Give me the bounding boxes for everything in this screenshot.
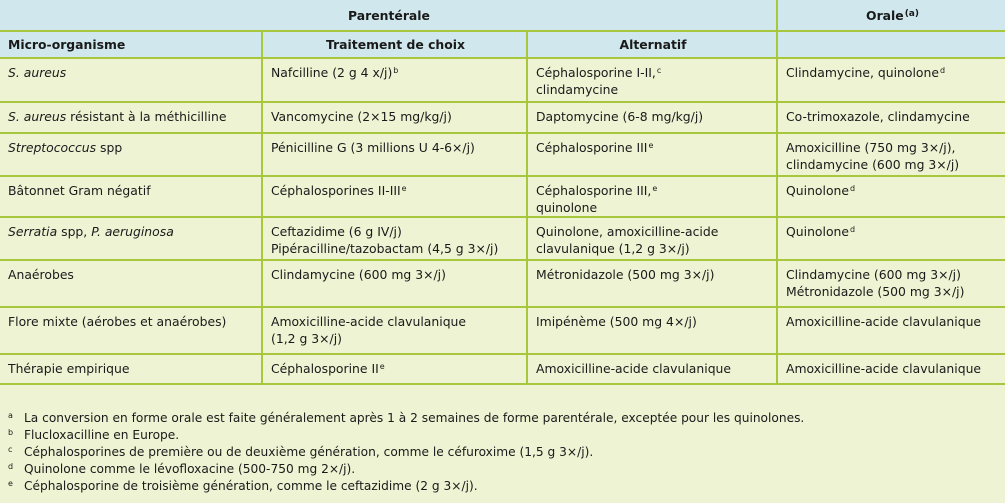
cell-text: Amoxicilline (750 mg 3×/j), [786, 140, 956, 155]
column-header-traitement: Traitement de choix [262, 31, 527, 58]
footnote-text: Quinolone comme le lévofloxacine (500-750 mg 2×/j). [24, 462, 356, 476]
cell-orale [777, 307, 1005, 354]
micro-suffix: résistant à la méthicilline [66, 109, 227, 124]
cell-orale [777, 354, 1005, 384]
cell-line [786, 266, 999, 283]
cell-alternatif [527, 307, 777, 354]
cell-text: Amoxicilline-acide clavulanique [786, 361, 982, 376]
cell-text: Clindamycine (600 mg 3×/j) [271, 267, 446, 282]
table-row [0, 354, 1005, 384]
cell-line [271, 360, 520, 377]
cell-line [536, 266, 770, 283]
cell-line [271, 266, 520, 283]
footnote-ref: b [393, 66, 399, 75]
cell-text: clindamycine (600 mg 3×/j) [786, 157, 960, 172]
micro-italic-2: P. aeruginosa [91, 224, 174, 239]
column-header-micro: Micro-organisme [0, 31, 262, 58]
footnote-text: Céphalosporines de première ou de deuxième génération, comme le céfuroxime (1,5 g 3×/j). [24, 445, 594, 459]
cell-micro [0, 133, 262, 176]
footnote-ref: e [648, 141, 654, 150]
footnote-line: b Flucloxacilline en Europe. [8, 428, 180, 442]
cell-alternatif [527, 260, 777, 307]
cell-micro [0, 307, 262, 354]
cell-orale [777, 217, 1005, 260]
cell-text: Quinolone [786, 224, 849, 239]
table-row [0, 260, 1005, 307]
cell-orale [777, 58, 1005, 102]
cell-text: Céphalosporine III [536, 140, 648, 155]
cell-text: Céphalosporines II-III [271, 183, 401, 198]
cell-text: (1,2 g 3×/j) [271, 331, 342, 346]
cell-text: Quinolone [786, 183, 849, 198]
cell-text: Pénicilline G (3 millions U 4-6×/j) [271, 140, 475, 155]
micro-suffix: spp, [57, 224, 92, 239]
table-row [0, 102, 1005, 133]
cell-line [786, 313, 999, 330]
cell-line [536, 240, 770, 257]
footnotes [0, 404, 1005, 503]
cell-alternatif [527, 217, 777, 260]
cell-text: quinolone [536, 200, 598, 215]
cell-orale [777, 133, 1005, 176]
super-header-parenterale: Parentérale [0, 0, 777, 31]
cell-text: Métronidazole (500 mg 3×/j) [786, 284, 965, 299]
cell-text: Amoxicilline-acide clavulanique [786, 314, 982, 329]
footnote-line: c Céphalosporines de première ou de deuxième génération, comme le céfuroxime (1,5 g 3×/j). [8, 445, 594, 459]
table-body [0, 58, 1005, 384]
footnote-ref: e [652, 184, 658, 193]
micro-italic: S. aureus [8, 109, 67, 124]
cell-micro [0, 58, 262, 102]
cell-line [271, 330, 520, 347]
orale-label: Orale [866, 7, 904, 23]
cell-text: Nafcilline (2 g 4 x/j) [271, 65, 393, 80]
cell-text: Pipéracilline/tazobactam (4,5 g 3×/j) [271, 241, 499, 256]
cell-line [786, 360, 999, 377]
cell-traitement [262, 102, 527, 133]
cell-line [786, 156, 999, 173]
cell-line [536, 223, 770, 240]
cell-line [271, 240, 520, 257]
cell-line [536, 360, 770, 377]
column-header-orale [777, 31, 1005, 58]
footnote-ref: c [656, 66, 662, 75]
micro-suffix: Thérapie empirique [8, 361, 130, 376]
cell-micro [0, 102, 262, 133]
cell-text: clindamycine [536, 82, 619, 97]
column-header-row [0, 31, 1005, 58]
super-header-row [0, 0, 1005, 31]
footnote-text: Céphalosporine de troisième génération, comme le ceftazidime (2 g 3×/j). [24, 479, 478, 493]
cell-line [786, 223, 999, 240]
footnote-line: d Quinolone comme le lévofloxacine (500-750 mg 2×/j). [8, 462, 356, 476]
cell-line [786, 182, 999, 199]
cell-line [271, 313, 520, 330]
footnote-ref: e [379, 362, 385, 371]
cell-alternatif [527, 102, 777, 133]
cell-line [271, 182, 520, 199]
table-row [0, 133, 1005, 176]
cell-line [271, 139, 520, 156]
micro-suffix: Anaérobes [8, 267, 74, 282]
footnote-text: Flucloxacilline en Europe. [24, 428, 180, 442]
cell-traitement [262, 58, 527, 102]
cell-alternatif [527, 176, 777, 217]
cell-alternatif [527, 133, 777, 176]
table-row [0, 217, 1005, 260]
cell-text: Vancomycine (2×15 mg/kg/j) [271, 109, 452, 124]
footnote-ref: e [401, 184, 407, 193]
super-header-orale [777, 0, 1005, 31]
micro-suffix: Flore mixte (aérobes et anaérobes) [8, 314, 227, 329]
cell-line [536, 313, 770, 330]
cell-alternatif [527, 58, 777, 102]
cell-traitement [262, 176, 527, 217]
micro-italic: S. aureus [8, 65, 67, 80]
cell-line [536, 200, 597, 215]
cell-traitement [262, 133, 527, 176]
cell-line [786, 283, 999, 300]
cell-line [786, 64, 999, 81]
cell-traitement [262, 354, 527, 384]
cell-text: Daptomycine (6-8 mg/kg/j) [536, 109, 704, 124]
cell-line [536, 108, 770, 125]
table-row [0, 307, 1005, 354]
cell-line [786, 108, 999, 125]
cell-line [536, 64, 770, 81]
cell-text: Amoxicilline-acide clavulanique [271, 314, 467, 329]
table-row [0, 176, 1005, 217]
footnote-ref: d [850, 184, 856, 193]
cell-micro [0, 217, 262, 260]
footnote-line: a La conversion en forme orale est faite généralement après 1 à 2 semaines de forme parentérale, exceptée pour les quinolones. [8, 411, 805, 425]
cell-orale [777, 176, 1005, 217]
footnote-line: e Céphalosporine de troisième génération, comme le ceftazidime (2 g 3×/j). [8, 479, 478, 493]
cell-traitement [262, 260, 527, 307]
cell-text: Ceftazidime (6 g IV/j) [271, 224, 402, 239]
cell-line [271, 223, 520, 240]
column-header-alternatif: Alternatif [527, 31, 777, 58]
footnote-ref: d [939, 66, 946, 75]
cell-line [271, 108, 520, 125]
cell-text: Clindamycine (600 mg 3×/j) [786, 267, 961, 282]
cell-traitement [262, 217, 527, 260]
cell-orale [777, 102, 1005, 133]
cell-micro [0, 354, 262, 384]
cell-text: Céphalosporine II [271, 361, 379, 376]
micro-italic: Serratia [8, 224, 58, 239]
micro-italic: Streptococcus [8, 140, 97, 155]
cell-text: Métronidazole (500 mg 3×/j) [536, 267, 715, 282]
cell-text: Quinolone, amoxicilline-acide [536, 224, 719, 239]
table-row [0, 58, 1005, 102]
cell-line [536, 139, 770, 156]
cell-traitement [262, 307, 527, 354]
micro-suffix: spp [96, 140, 123, 155]
cell-line [786, 139, 999, 156]
cell-micro [0, 260, 262, 307]
orale-note: (a) [904, 8, 919, 19]
cell-text: Clindamycine, quinolone [786, 65, 939, 80]
footnote-ref: d [850, 225, 856, 234]
cell-line [536, 81, 770, 98]
cell-text: Imipénème (500 mg 4×/j) [536, 314, 697, 329]
cell-micro [0, 176, 262, 217]
cell-line [271, 64, 520, 81]
cell-text: Céphalosporine I-II, [536, 65, 656, 80]
cell-text: clavulanique (1,2 g 3×/j) [536, 241, 690, 256]
cell-orale [777, 260, 1005, 307]
cell-text: Co-trimoxazole, clindamycine [786, 109, 970, 124]
cell-text: Céphalosporine III, [536, 183, 652, 198]
cell-text: Amoxicilline-acide clavulanique [536, 361, 732, 376]
micro-suffix: Bâtonnet Gram négatif [8, 183, 151, 198]
footnote-text: La conversion en forme orale est faite généralement après 1 à 2 semaines de forme parentérale, exceptée pour les quinolones. [24, 411, 805, 425]
cell-line [536, 182, 770, 199]
cell-alternatif [527, 354, 777, 384]
